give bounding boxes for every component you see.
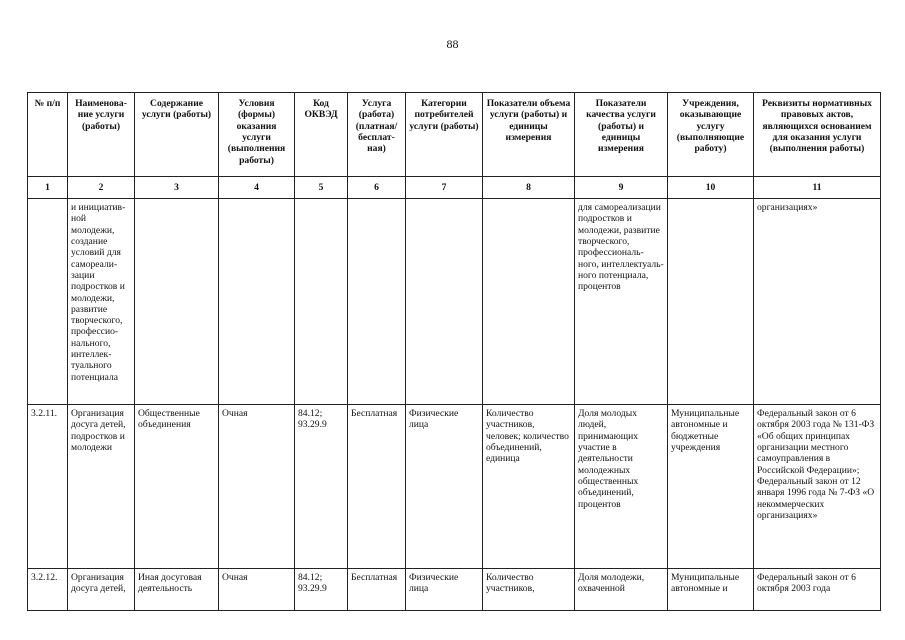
- table-cell: [28, 199, 68, 405]
- header-cell-paid-free: Услуга (работа) (платная/ бесплат-ная): [348, 93, 406, 177]
- table-cell: Количество участников,: [483, 569, 575, 611]
- table-cell: [483, 199, 575, 405]
- header-cell-service-name: Наименова-ние услуги (работы): [68, 93, 135, 177]
- header-cell-okved: Код ОКВЭД: [295, 93, 348, 177]
- table-cell: [668, 199, 754, 405]
- table-cell: Бесплатная: [348, 405, 406, 569]
- column-number: 3: [135, 177, 219, 199]
- table-cell: Доля молодежи, охваченной: [575, 569, 668, 611]
- table-cell: Доля молодых людей, принимающих участие в деятельности молодежных общественных объединений, процентов: [575, 405, 668, 569]
- column-number: 9: [575, 177, 668, 199]
- table-cell: Иная досуговая деятельность: [135, 569, 219, 611]
- table-cell: [219, 199, 295, 405]
- column-number: 1: [28, 177, 68, 199]
- header-cell-legal-acts: Реквизиты нормативных правовых актов, являющихся основанием для оказания услуги (выполнения работы): [754, 93, 881, 177]
- column-number: 7: [406, 177, 483, 199]
- table-cell: и инициатив-ной молодежи, создание условий для самореали-зации подростков и молодежи, развитие творческого, профессио-нального, интеллек-туального потенциала: [68, 199, 135, 405]
- header-row: [28, 93, 881, 177]
- table-cell: Организация досуга детей, подростков и молодежи: [68, 405, 135, 569]
- table-row-3-2-12: [28, 569, 881, 611]
- table-cell: Общественные объединения: [135, 405, 219, 569]
- table-cell: Муниципальные автономные и: [668, 569, 754, 611]
- column-number: 5: [295, 177, 348, 199]
- table-cell: Физические лица: [406, 405, 483, 569]
- table-cell: Количество участников, человек; количество объединений, единица: [483, 405, 575, 569]
- column-number: 6: [348, 177, 406, 199]
- header-cell-consumers: Категории потребителей услуги (работы): [406, 93, 483, 177]
- table-cell: Бесплатная: [348, 569, 406, 611]
- table-cell: Федеральный закон от 6 октября 2003 года: [754, 569, 881, 611]
- table-cell: для самореализации подростков и молодежи, развитие творческого, профессиональ-ного, интеллектуаль-ного потенциала, процентов: [575, 199, 668, 405]
- column-number: 8: [483, 177, 575, 199]
- page-number: 88: [446, 37, 459, 51]
- column-number: 11: [754, 177, 881, 199]
- table-row-3-2-11: [28, 405, 881, 569]
- table-row-continuation: [28, 199, 881, 405]
- column-number-row: [28, 177, 881, 199]
- table-cell: 84.12; 93.29.9: [295, 569, 348, 611]
- table-cell: Физические лица: [406, 569, 483, 611]
- table-cell: 3.2.11.: [28, 405, 68, 569]
- header-cell-number: № п/п: [28, 93, 68, 177]
- column-number: 4: [219, 177, 295, 199]
- header-cell-quality: Показатели качества услуги (работы) и единицы измерения: [575, 93, 668, 177]
- services-table: [27, 92, 881, 611]
- header-cell-institutions: Учреждения, оказывающие услугу (выполняющие работу): [668, 93, 754, 177]
- column-number: 10: [668, 177, 754, 199]
- table-cell: организациях»: [754, 199, 881, 405]
- table-cell: Очная: [219, 569, 295, 611]
- header-cell-volume: Показатели объема услуги (работы) и единицы измерения: [483, 93, 575, 177]
- table-cell: Очная: [219, 405, 295, 569]
- table-cell: [295, 199, 348, 405]
- table-cell: Организация досуга детей,: [68, 569, 135, 611]
- header-cell-content: Содержание услуги (работы): [135, 93, 219, 177]
- table-cell: 84.12; 93.29.9: [295, 405, 348, 569]
- table-cell: [406, 199, 483, 405]
- column-number: 2: [68, 177, 135, 199]
- table-cell: Федеральный закон от 6 октября 2003 года № 131-ФЗ «Об общих принципах организации местного самоуправления в Российской Федерации»; Федеральный закон от 12 января 1996 года № 7-ФЗ «О некоммерческих организациях»: [754, 405, 881, 569]
- table-cell: [348, 199, 406, 405]
- table-cell: Муниципальные автономные и бюджетные учреждения: [668, 405, 754, 569]
- table-cell: 3.2.12.: [28, 569, 68, 611]
- header-cell-conditions: Условия (формы) оказания услуги (выполнения работы): [219, 93, 295, 177]
- table-cell: [135, 199, 219, 405]
